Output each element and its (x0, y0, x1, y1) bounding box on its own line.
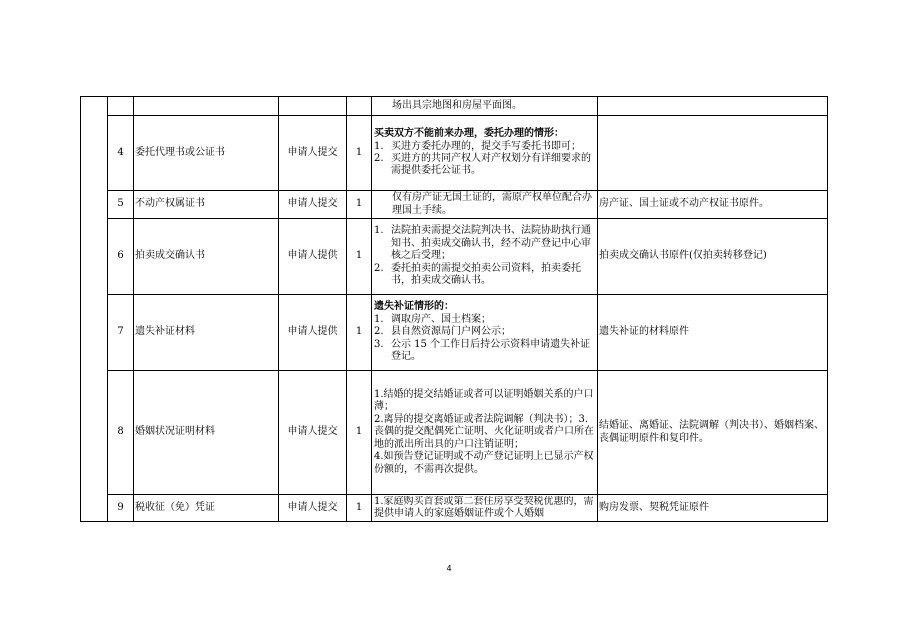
qty-cell: 1 (347, 371, 372, 495)
name-cell: 委托代理书或公证书 (134, 116, 279, 191)
note-cell: 遗失补证的材料原件 (598, 295, 828, 371)
name-cell: 婚姻状况证明材料 (134, 371, 279, 495)
requirement-title: 买卖双方不能前来办理，委托办理的情形： (374, 128, 564, 140)
table-row (81, 191, 828, 219)
qty-cell (347, 97, 372, 116)
requirement-paragraph: 1.家庭购买首套或第二套住房享受契税优惠的，需提供申请人的家庭婚姻证件或个人婚姻 (374, 496, 594, 520)
requirement-cell (372, 97, 598, 116)
name-cell: 税收征（免）凭证 (134, 495, 279, 522)
note-cell: 房产证、国土证或不动产权证书原件。 (598, 191, 828, 219)
seq-cell: 6 (108, 219, 134, 295)
list-item: 2. 县自然资源局门户网公示； (374, 326, 511, 338)
table-row (81, 495, 828, 522)
group-cell (81, 97, 108, 522)
requirement-cell: 仅有房产证无国土证的，需原产权单位配合办理国土手续。 (372, 191, 598, 219)
note-cell (598, 97, 828, 116)
seq-cell: 8 (108, 371, 134, 495)
requirement-paragraph: 4.如预告登记证明或不动产登记证明上已显示产权份额的，不需再次提供。 (374, 451, 594, 475)
submitter-cell: 申请人提供 (279, 295, 347, 371)
requirement-paragraph: 1.结婚的提交结婚证或者可以证明婚姻关系的户口薄； (374, 389, 594, 413)
requirement-paragraph: 2.离异的提交离婚证或者法院调解（判决书）；3.丧偶的提交配偶死亡证明、火化证明或者户口所在地的派出所出具的户口注销证明； (374, 413, 594, 450)
table-row (81, 371, 828, 495)
qty-cell: 1 (347, 495, 372, 522)
requirement-continuation: 场出具宗地图和房屋平面图。 (392, 99, 522, 111)
note-cell: 结婚证、离婚证、法院调解（判决书）、婚姻档案、丧偶证明原件和复印件。 (598, 371, 828, 495)
submitter-cell: 申请人提交 (279, 116, 347, 191)
list-item: 1. 法院拍卖需提交法院判决书、法院协助执行通知书、拍卖成交确认书，经不动产登记中心审核之后受理； (374, 225, 591, 262)
seq-cell: 9 (108, 495, 134, 522)
list-item: 3. 公示 15 个工作日后持公示资料申请遗失补证登记。 (374, 338, 591, 363)
table-row (81, 116, 828, 191)
requirement-cell (372, 495, 598, 522)
qty-cell: 1 (347, 219, 372, 295)
name-cell: 遗失补证材料 (134, 295, 279, 371)
name-cell: 拍卖成交确认书 (134, 219, 279, 295)
submitter-cell: 申请人提交 (279, 371, 347, 495)
list-item: 1. 调取房产、国土档案； (374, 313, 491, 325)
requirement-cell (372, 295, 598, 371)
requirement-title: 遗失补证情形的： (374, 301, 454, 313)
name-cell: 不动产权属证书 (134, 191, 279, 219)
submitter-cell: 申请人提交 (279, 191, 347, 219)
list-item: 2. 买进方的共同产权人对产权划分有详细要求的需提供委托公证书。 (374, 153, 591, 177)
requirement-cell (372, 116, 598, 191)
materials-table (80, 96, 828, 522)
qty-cell: 1 (347, 295, 372, 371)
qty-cell: 1 (347, 116, 372, 191)
table-row (81, 219, 828, 295)
seq-cell: 5 (108, 191, 134, 219)
requirement-cell (372, 219, 598, 295)
submitter-cell (279, 97, 347, 116)
requirement-cell (372, 371, 598, 495)
submitter-cell: 申请人提交 (279, 495, 347, 522)
note-cell: 购房发票、契税凭证原件 (598, 495, 828, 522)
submitter-cell: 申请人提供 (279, 219, 347, 295)
note-cell (598, 116, 828, 191)
list-item: 1. 买进方委托办理的，提交手写委托书即可； (374, 140, 581, 152)
qty-cell: 1 (347, 191, 372, 219)
seq-cell: 4 (108, 116, 134, 191)
page-number: 4 (446, 564, 452, 573)
list-item: 2. 委托拍卖的需提交拍卖公司资料，拍卖委托书，拍卖成交确认书。 (374, 262, 581, 287)
name-cell (134, 97, 279, 116)
note-cell: 拍卖成交确认书原件(仅拍卖转移登记) (598, 219, 828, 295)
table-row (81, 97, 828, 116)
table-row (81, 295, 828, 371)
seq-cell (108, 97, 134, 116)
seq-cell: 7 (108, 295, 134, 371)
